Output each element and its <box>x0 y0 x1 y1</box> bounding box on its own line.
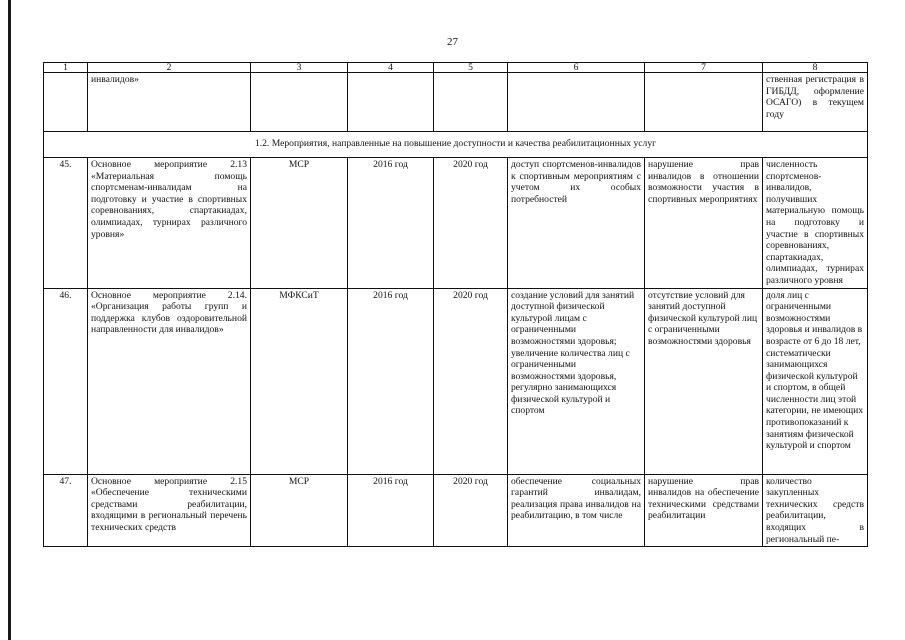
consequence-cell: нарушение прав инвалидов в отношении возможности участия в спортивных мероприятиях <box>645 158 763 289</box>
end-year-cell: 2020 год <box>434 158 508 289</box>
executor-cell: МСР <box>251 158 348 289</box>
end-year-cell: 2020 год <box>434 288 508 474</box>
measure-cell: Основное мероприятие 2.15 «Обеспечение техническими средствами реабилитации, входящими в региональный перечень технических средств <box>88 474 251 547</box>
page-number: 27 <box>447 36 458 48</box>
start-year-cell: 2016 год <box>348 288 434 474</box>
consequence-cell: нарушение прав инвалидов на обеспечение техническими средствами реабилитации <box>645 474 763 547</box>
column-number-3: 3 <box>251 63 348 73</box>
page-edge-bar <box>8 0 11 640</box>
indicator-cell: количество закупленных технических средств реабилитации, входящих в региональный пе- <box>763 474 868 547</box>
column-number-8: 8 <box>763 63 868 73</box>
column-number-7: 7 <box>645 63 763 73</box>
indicator-cell: ственная регистрация в ГИБДД, оформление ОСАГО) в текущем году <box>763 73 868 132</box>
indicator-cell: доля лиц с ограниченными возможностями здоровья и инвалидов в возрасте от 6 до 18 лет, систематически занимающихся физической культурой и спортом, в общей численности лиц этой категории, не имеющих противопоказаний к занятиям физической культурой и спортом <box>763 288 868 474</box>
table-row <box>44 474 868 547</box>
column-number-1: 1 <box>44 63 88 73</box>
end-year-cell: 2020 год <box>434 474 508 547</box>
consequence-cell: отсутствие условий для занятий доступной физической культурой лиц с ограниченными возможностями здоровья <box>645 288 763 474</box>
column-number-2: 2 <box>88 63 251 73</box>
section-title: 1.2. Мероприятия, направленные на повышение доступности и качества реабилитационных услуг <box>44 132 868 158</box>
measure-cell: Основное мероприятие 2.13 «Материальная помощь спортсменам-инвалидам на подготовку и участие в спортивных соревнованиях, спартакиадах, олимпиадах, турнирах различного уровня» <box>88 158 251 289</box>
row-number: 47. <box>44 474 88 547</box>
measure-cell: Основное мероприятие 2.14. «Организация работы групп и поддержка клубов оздоровительной направленности для инвалидов» <box>88 288 251 474</box>
start-year-cell: 2016 год <box>348 474 434 547</box>
column-number-4: 4 <box>348 63 434 73</box>
measure-cell: инвалидов» <box>88 73 251 132</box>
header-row <box>44 63 868 73</box>
row-number: 46. <box>44 288 88 474</box>
measures-table <box>43 62 868 547</box>
indicator-cell: численность спортсменов-инвалидов, получивших материальную помощь на подготовку и участие в спортивных соревнованиях, спартакиадах, олимпиадах, турнирах различного уровня <box>763 158 868 289</box>
executor-cell: МФКСиТ <box>251 288 348 474</box>
result-cell: доступ спортсменов-инвалидов к спортивным мероприятиям с учетом их особых потребностей <box>508 158 645 289</box>
table-row-continuation <box>44 73 868 132</box>
section-row <box>44 132 868 158</box>
executor-cell: МСР <box>251 474 348 547</box>
result-cell: создание условий для занятий доступной физической культурой лицам с ограниченными возможностями здоровья; увеличение количества лиц с ограниченными возможностями здоровья, регулярно занимающихся физической культурой и спортом <box>508 288 645 474</box>
table-row <box>44 288 868 474</box>
start-year-cell: 2016 год <box>348 158 434 289</box>
row-number: 45. <box>44 158 88 289</box>
table-row <box>44 158 868 289</box>
column-number-6: 6 <box>508 63 645 73</box>
result-cell: обеспечение социальных гарантий инвалидам, реализация права инвалидов на реабилитацию, в том числе <box>508 474 645 547</box>
column-number-5: 5 <box>434 63 508 73</box>
